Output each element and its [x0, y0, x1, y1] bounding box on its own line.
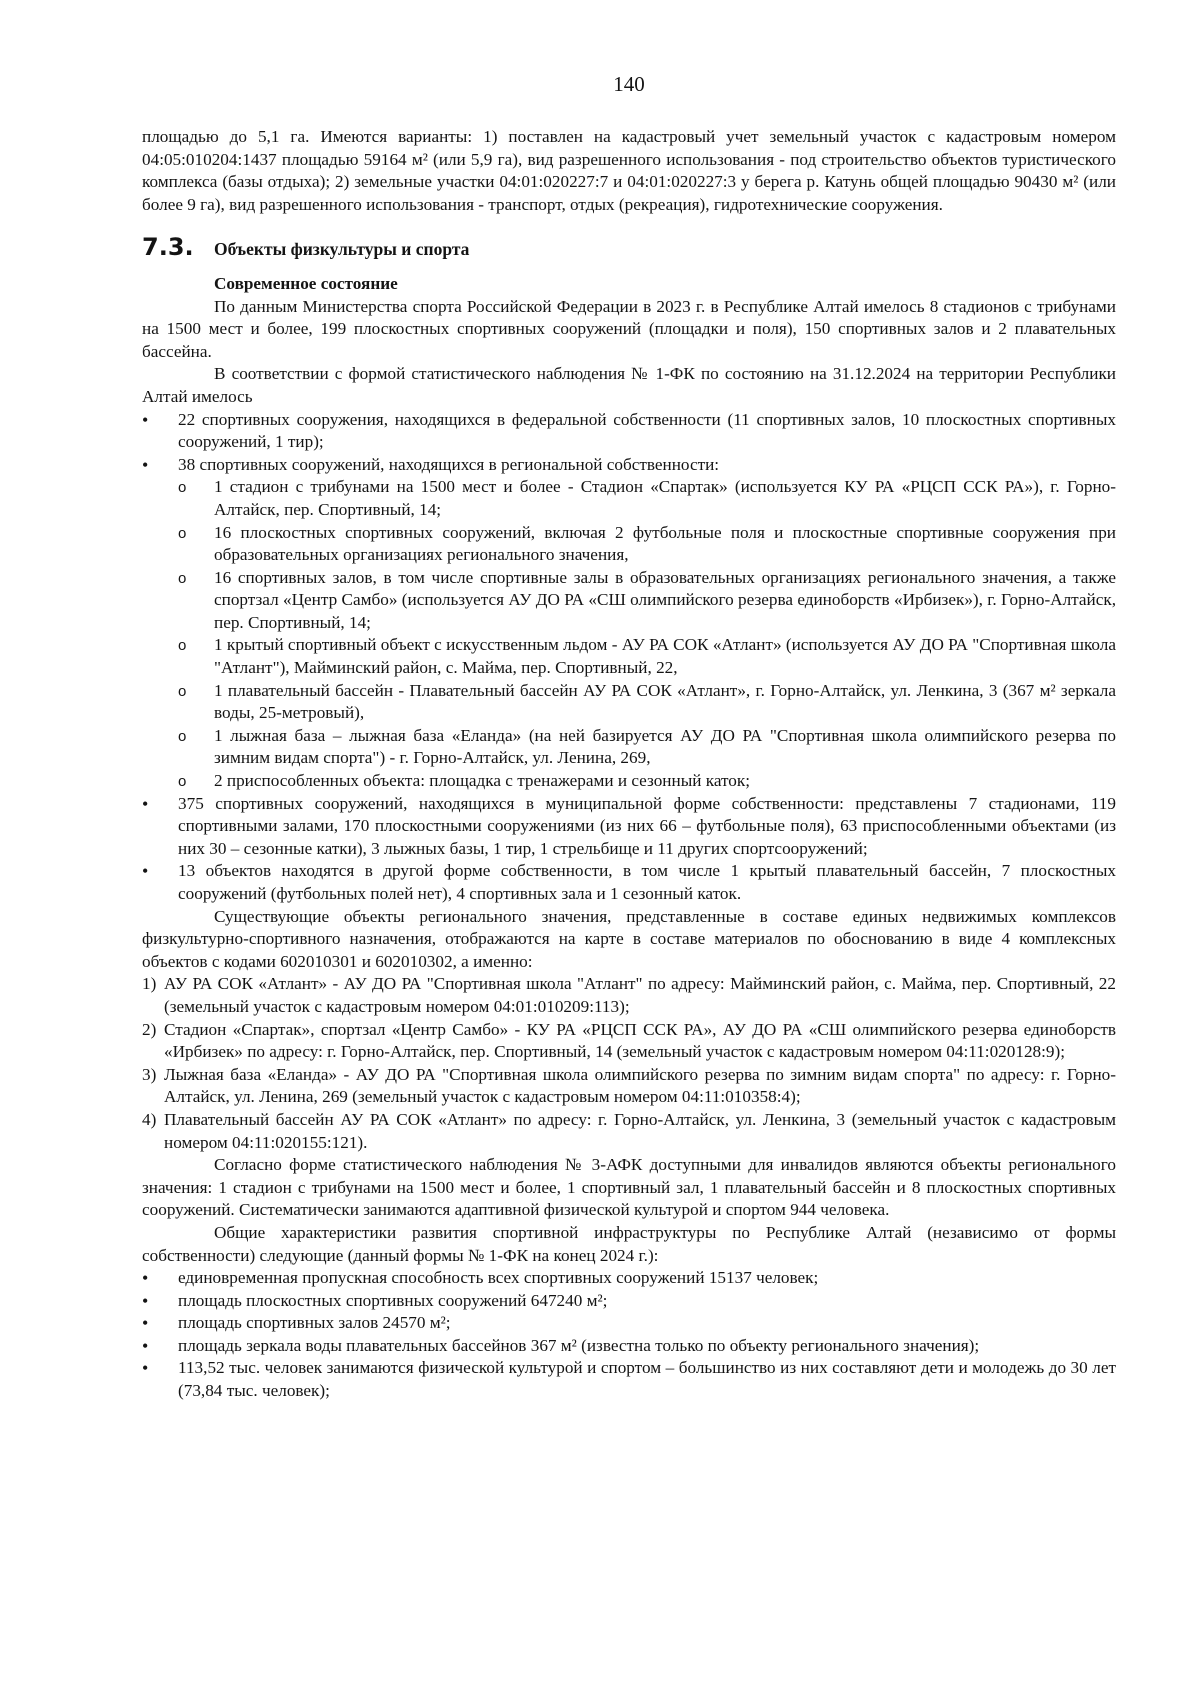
circle-bullet-icon — [178, 680, 186, 704]
list-item-text: единовременная пропускная способность всех спортивных сооружений 15137 человек; — [178, 1268, 819, 1288]
sublist-item — [142, 567, 1116, 635]
list-item — [142, 860, 1116, 905]
list-item-text: 13 объектов находятся в другой форме собственности, в том числе 1 крытый плавательный бассейн, 7 плоскостных сооружений (футбольных полей нет), 4 спортивных зала и 1 сезонный каток. — [178, 861, 1116, 903]
bullet-icon — [142, 1267, 156, 1291]
circle-bullet-icon — [178, 725, 186, 749]
ownership-list — [142, 409, 1116, 906]
list-item-text: 375 спортивных сооружений, находящихся в муниципальной форме собственности: представлены 7 стадионами, 119 спортивными залами, 170 плоскостными сооружениями (из них 66 – футбольные поля), 63 приспособленными объектами (из них 30 – сезонные катки), 3 лыжных базы, 1 тир, 1 стрельбище и 11 других спортсооружений; — [178, 793, 1116, 858]
circle-bullet-icon — [178, 522, 186, 546]
list-item — [142, 1267, 1116, 1290]
list-item-text: 38 спортивных сооружений, находящихся в региональной собственности: — [178, 454, 720, 474]
section-number: 7.3. — [142, 233, 194, 262]
section-title: Объекты физкультуры и спорта — [214, 239, 470, 260]
sublist-item-text: 1 плавательный бассейн - Плавательный бассейн АУ РА СОК «Атлант», г. Горно-Алтайск, ул. Ленкина, 3 (367 м² зеркала воды, 25-метровый), — [214, 680, 1116, 723]
sublist-item — [142, 522, 1116, 567]
sublist-item-text: 1 лыжная база – лыжная база «Еланда» (на ней базируется АУ ДО РА "Спортивная школа олимпийского резерва по зимним видам спорта") - г. Горно-Алтайск, ул. Ленина, 269, — [214, 725, 1116, 768]
sublist-item — [142, 770, 1116, 793]
sublist-item — [142, 476, 1116, 521]
circle-bullet-icon — [178, 567, 186, 591]
bullet-icon — [142, 1290, 156, 1314]
intro-paragraph: площадью до 5,1 га. Имеются варианты: 1) поставлен на кадастровый учет земельный участок с кадастровым номером 04:05:010204:1437 площадью 59164 м² (или 5,9 га), вид разрешенного использования - под строительство объектов туристического комплекса (базы отдыха); 2) земельные участки 04:01:020227:7 и 04:01:020227:3 у берега р. Катунь общей площадью 90430 м² (или более 9 га), вид разрешенного использования - транспорт, отдых (рекреация), гидротехнические сооружения. — [142, 127, 1116, 214]
circle-bullet-icon — [178, 634, 186, 658]
document-page — [142, 72, 1116, 1403]
list-item — [142, 409, 1116, 454]
paragraph-ministry: По данным Министерства спорта Российской Федерации в 2023 г. в Республике Алтай имелось 8 стадионов с трибунами на 1500 мест и более, 199 плоскостных спортивных сооружений (площадки и поля), 150 спортивных залов и 2 плавательных бассейна. — [142, 296, 1116, 361]
list-item — [142, 454, 1116, 793]
item-number: 1) — [142, 974, 157, 994]
circle-bullet-icon — [178, 770, 186, 794]
list-item — [142, 1290, 1116, 1313]
sublist-item — [142, 680, 1116, 725]
paragraph-general: Общие характеристики развития спортивной инфраструктуры по Республике Алтай (независимо от формы собственности) следующие (данный формы № 1-ФК на конец 2024 г.): — [142, 1222, 1116, 1265]
list-item — [142, 1312, 1116, 1335]
numbered-item — [142, 1019, 1116, 1064]
list-item-text: площадь плоскостных спортивных сооружений 647240 м²; — [178, 1290, 608, 1310]
page-number: 140 — [613, 72, 645, 96]
list-item-text: площадь зеркала воды плавательных бассейнов 367 м² (известна только по объекту регионального значения); — [178, 1335, 980, 1355]
bullet-icon — [142, 454, 156, 478]
list-item — [142, 793, 1116, 861]
bullet-icon — [142, 860, 156, 884]
list-item-text: 22 спортивных сооружения, находящихся в федеральной собственности (11 спортивных залов, 10 плоскостных спортивных сооружений, 1 тир); — [178, 409, 1116, 452]
item-number: 4) — [142, 1109, 157, 1129]
numbered-item-text: Лыжная база «Еланда» - АУ ДО РА "Спортивная школа олимпийского резерва по зимним видам спорта" по адресу: г. Горно-Алтайск, ул. Ленина, 269 (земельный участок с кадастровым номером 04:11:010358:4); — [164, 1064, 1116, 1107]
numbered-item-text: АУ РА СОК «Атлант» - АУ ДО РА "Спортивная школа "Атлант" по адресу: Майминский район, с. Майма, пер. Спортивный, 22 (земельный участок с кадастровым номером 04:01:010209:113); — [164, 974, 1116, 1016]
section-heading — [142, 233, 1116, 262]
numbered-item — [142, 973, 1116, 1018]
characteristics-list — [142, 1267, 1116, 1403]
list-item — [142, 1357, 1116, 1402]
sublist-item-text: 1 стадион с трибунами на 1500 мест и более - Стадион «Спартак» (используется КУ РА «РЦСП ССК РА»), г. Горно-Алтайск, пер. Спортивный, 14; — [214, 477, 1116, 519]
sublist-item-text: 16 спортивных залов, в том числе спортивные залы в образовательных организациях регионального значения, а также спортзал «Центр Самбо» (используется АУ ДО РА «СШ олимпийского резерва единоборств «Ирбизек»), г. Горно-Алтайск, пер. Спортивный, 14; — [214, 567, 1116, 632]
circle-bullet-icon — [178, 476, 186, 500]
complex-objects-list — [142, 973, 1116, 1154]
regional-sublist — [178, 476, 1116, 792]
item-number: 2) — [142, 1019, 157, 1039]
bullet-icon — [142, 1312, 156, 1336]
bullet-icon — [142, 1335, 156, 1359]
paragraph-existing-objects: Существующие объекты регионального значения, представленные в составе единых недвижимых комплексов физкультурно-спортивного назначения, отображаются на карте в составе материалов по обоснованию в виде 4 комплексных объектов с кодами 602010301 и 602010302, а именно: — [142, 906, 1116, 971]
list-item-text: площадь спортивных залов 24570 м²; — [178, 1313, 451, 1333]
numbered-item-text: Плавательный бассейн АУ РА СОК «Атлант» по адресу: г. Горно-Алтайск, ул. Ленкина, 3 (земельный участок с кадастровым номером 04:11:020155:121). — [164, 1109, 1116, 1152]
bullet-icon — [142, 793, 156, 817]
bullet-icon — [142, 1357, 156, 1381]
paragraph-form-1fk: В соответствии с формой статистического наблюдения № 1-ФК по состоянию на 31.12.2024 на территории Республики Алтай имелось — [142, 364, 1116, 406]
sublist-item-text: 16 плоскостных спортивных сооружений, включая 2 футбольные поля и плоскостные спортивные сооружения при образовательных организациях регионального значения, — [214, 522, 1116, 565]
paragraph-form-3afk: Согласно форме статистического наблюдения № 3-АФК доступными для инвалидов являются объекты регионального значения: 1 стадион с трибунами на 1500 мест и более, 1 спортивный зал, 1 плавательный бассейн и 8 плоскостных спортивных сооружений. Систематически занимаются адаптивной физической культурой и спортом 944 человека. — [142, 1155, 1116, 1220]
subheading: Современное состояние — [214, 273, 398, 293]
numbered-item-text: Стадион «Спартак», спортзал «Центр Самбо» - КУ РА «РЦСП ССК РА», АУ ДО РА «СШ олимпийского резерва единоборств «Ирбизек» по адресу: г. Горно-Алтайск, пер. Спортивный, 14 (земельный участок с кадастровым номером 04:11:020128:9); — [164, 1019, 1116, 1062]
sublist-item — [142, 634, 1116, 679]
bullet-icon — [142, 409, 156, 433]
sublist-item — [142, 725, 1116, 770]
sublist-item-text: 2 приспособленных объекта: площадка с тренажерами и сезонный каток; — [214, 771, 751, 791]
sublist-item-text: 1 крытый спортивный объект с искусственным льдом - АУ РА СОК «Атлант» (используется АУ ДО РА "Спортивная школа "Атлант"), Майминский район, с. Майма, пер. Спортивный, 22, — [214, 635, 1117, 678]
numbered-item — [142, 1109, 1116, 1154]
list-item-text: 113,52 тыс. человек занимаются физической культурой и спортом – большинство из них составляют дети и молодежь до 30 лет (73,84 тыс. человек); — [178, 1358, 1116, 1401]
item-number: 3) — [142, 1064, 157, 1084]
list-item — [142, 1335, 1116, 1358]
numbered-item — [142, 1064, 1116, 1109]
